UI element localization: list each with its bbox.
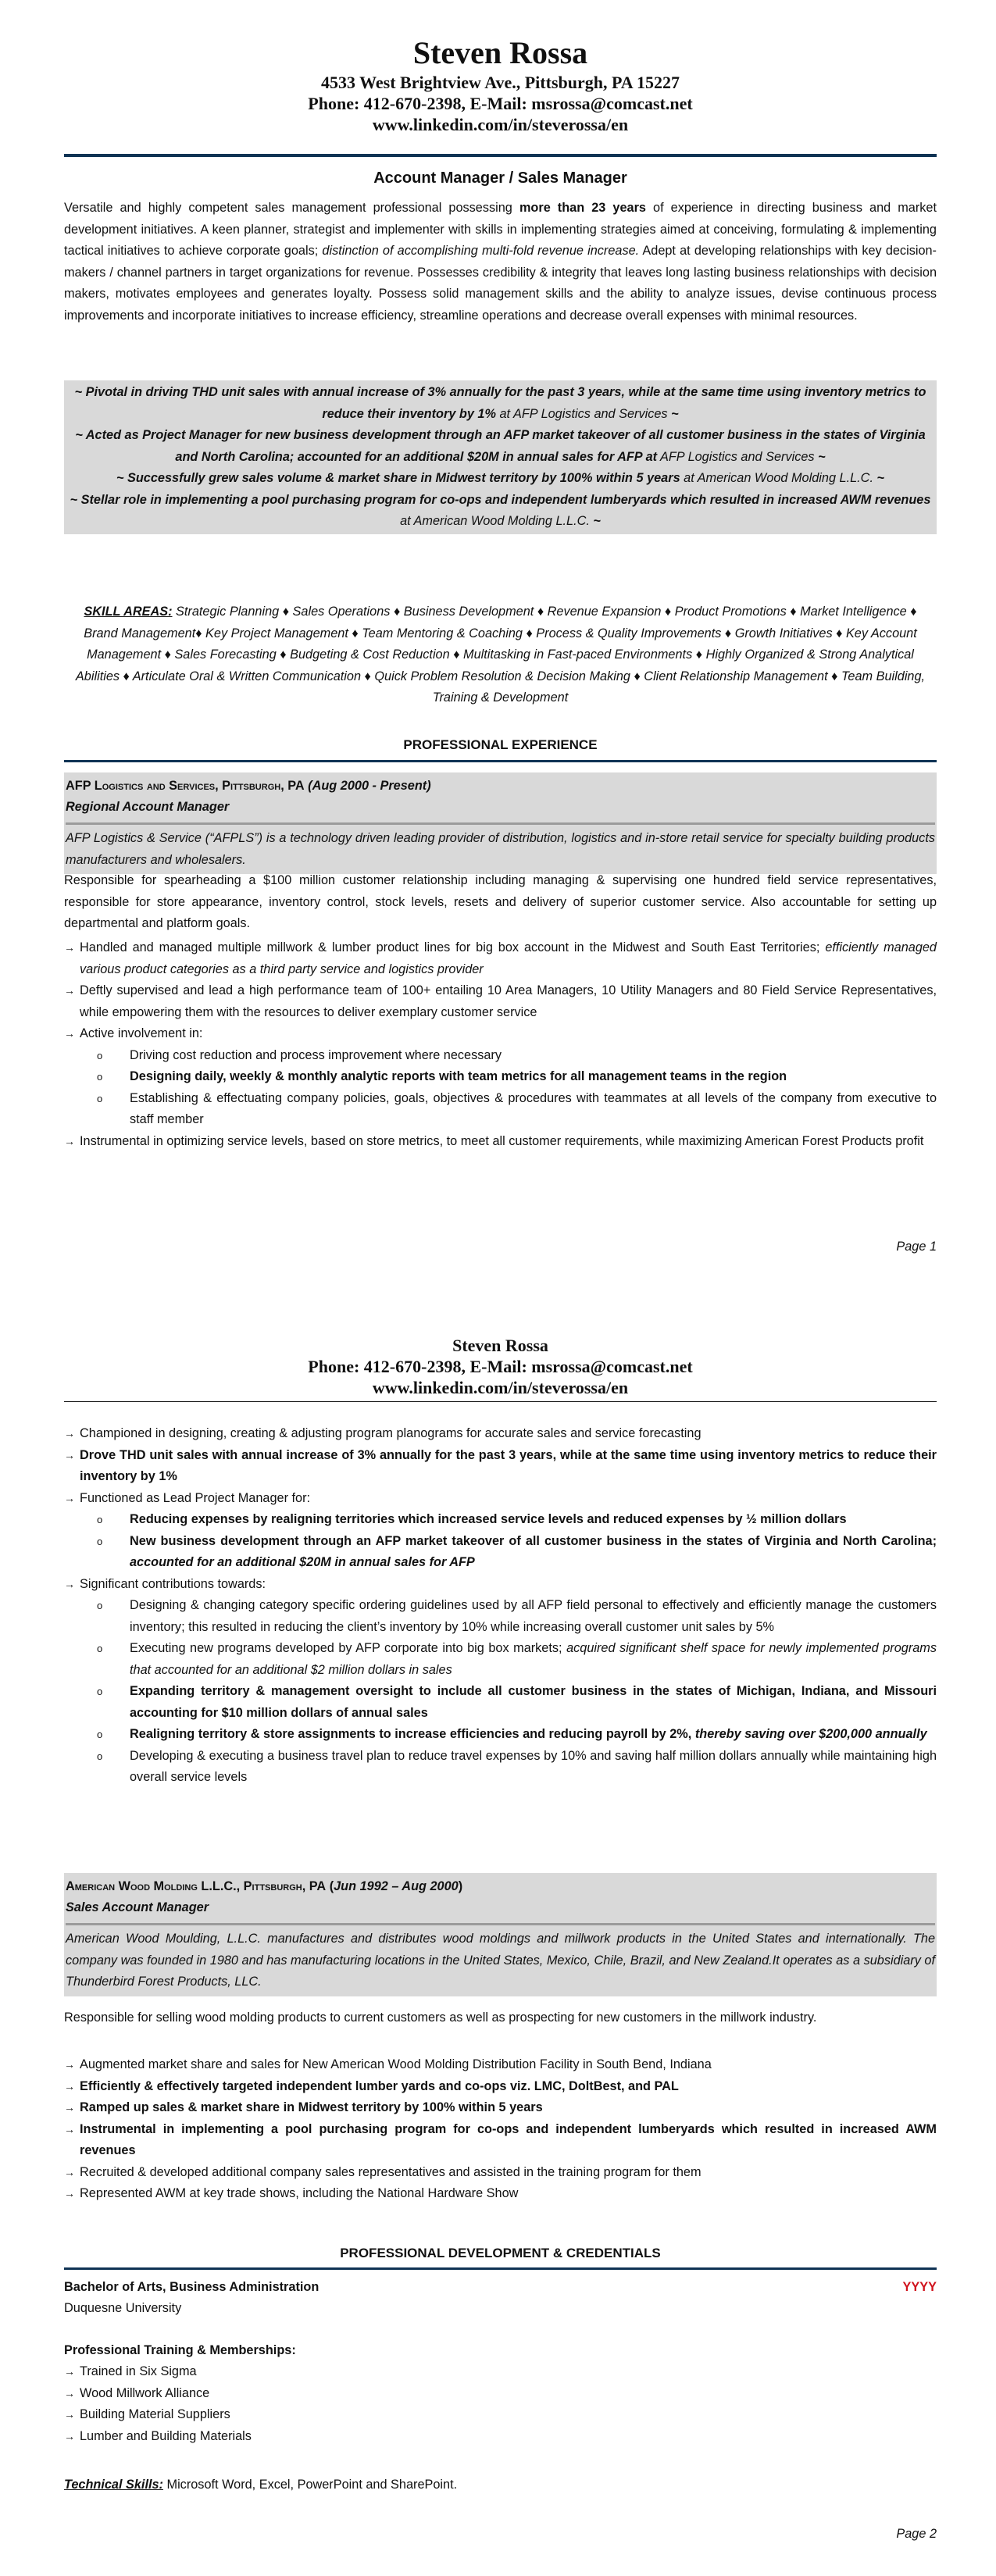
- sub-bullet-text: Expanding territory & management oversight to include all customer business in the states of Michigan, Indiana, and Missouri accounting for $10 million dollars of annual sales: [130, 1684, 937, 1720]
- section-title-credentials: PROFESSIONAL DEVELOPMENT & CREDENTIALS: [340, 2246, 661, 2260]
- training-text: Wood Millwork Alliance: [80, 2385, 210, 2400]
- bullet-text: Recruited & developed additional company sales representatives and assisted in the training program for them: [80, 2164, 701, 2179]
- bullet-item: [64, 1423, 937, 1445]
- training-text: Lumber and Building Materials: [80, 2428, 252, 2443]
- skill-areas-label: SKILL AREAS:: [84, 605, 173, 619]
- highlight-item: [67, 468, 934, 490]
- circle-bullet-icon: o: [97, 1643, 103, 1654]
- career-highlights: [64, 380, 937, 534]
- bullet-item: [64, 1445, 937, 1488]
- page-number: Page 1: [896, 1240, 937, 1254]
- arrow-icon: →: [64, 1577, 75, 1590]
- bullet-item: [64, 1131, 937, 1153]
- candidate-name: Steven Rossa: [452, 1336, 548, 1355]
- company-name: American Wood Molding L.L.C., Pittsburgh, PA: [66, 1879, 327, 1893]
- highlight-company: at American Wood Molding L.L.C.: [680, 471, 877, 485]
- company-name: AFP Logistics and Services, Pittsburgh, PA: [66, 779, 305, 793]
- arrow-icon: →: [64, 2058, 75, 2071]
- job-dates: Jun 1992 – Aug 2000: [334, 1879, 459, 1893]
- job-heading: [64, 772, 937, 822]
- highlight-bold: ~ Successfully grew sales volume & market share in Midwest territory by 100% within 5 years: [116, 471, 680, 485]
- highlight-item: [67, 490, 934, 533]
- circle-bullet-icon: o: [97, 1535, 103, 1547]
- education-row: [64, 2277, 937, 2298]
- job-dates-paren: (: [326, 1879, 334, 1893]
- training-list: [64, 2361, 937, 2447]
- training-text: Building Material Suppliers: [80, 2407, 230, 2421]
- arrow-icon: →: [64, 2187, 75, 2200]
- sub-bullet-text: Realigning territory & store assignments to increase efficiencies and reducing payroll by 2%,: [130, 1727, 695, 1741]
- arrow-icon: →: [64, 2408, 75, 2421]
- job-bullets: [64, 937, 937, 1152]
- arrow-icon: →: [64, 1134, 75, 1147]
- summary-text: of experience in directing business and market development initiatives. A keen planner, strategist and implementer with skills in implementing strategies aimed at conceiving, formulating & implementing tactical initiatives to achieve corporate goals;: [64, 201, 937, 258]
- school-name: Duquesne University: [64, 2301, 182, 2315]
- sub-bullet-text-italic: accounted for an additional $20M in annual sales for AFP: [130, 1555, 475, 1569]
- highlight-company: at AFP Logistics and Services: [495, 406, 672, 421]
- job-dates: (Aug 2000 - Present): [304, 779, 431, 793]
- arrow-icon: →: [64, 984, 75, 997]
- technical-skills: [64, 2474, 937, 2496]
- bullet-item: [64, 2097, 937, 2119]
- circle-bullet-icon: o: [97, 1600, 103, 1611]
- skill-areas: [64, 601, 937, 709]
- arrow-icon: →: [64, 1427, 75, 1440]
- bullet-text: Deftly supervised and lead a high performance team of 100+ entailing 10 Area Managers, 10 Utility Managers and 80 Field Service Representatives, while empowering them with the resources to deliver exemplary customer service: [80, 983, 937, 1019]
- highlight-tilde: ~: [593, 514, 601, 528]
- resume-title: Account Manager / Sales Manager: [373, 169, 627, 187]
- bullet-text: Significant contributions towards:: [80, 1576, 266, 1591]
- bullet-item: [64, 1574, 937, 1789]
- linkedin-link[interactable]: www.linkedin.com/in/steverossa/en: [372, 115, 629, 134]
- arrow-icon: →: [64, 2101, 75, 2114]
- highlight-bold: ~ Stellar role in implementing a pool purchasing program for co-ops and independent lumberyards which resulted in increased AWM revenues: [70, 492, 931, 507]
- circle-bullet-icon: o: [97, 1514, 103, 1525]
- job-header-afp: [64, 772, 937, 874]
- bullet-item: [64, 1023, 937, 1131]
- sub-bullet-text: Designing daily, weekly & monthly analytic reports with team metrics for all management teams in the region: [130, 1069, 787, 1083]
- sub-bullet-item: [97, 1045, 937, 1067]
- sub-bullet-item: [97, 1509, 937, 1531]
- training-text: Trained in Six Sigma: [80, 2364, 197, 2378]
- arrow-icon: →: [64, 2079, 75, 2093]
- arrow-icon: →: [64, 2386, 75, 2399]
- bullet-text: Instrumental in optimizing service levels, based on store metrics, to meet all customer requirements, while maximizing American Forest Products profit: [80, 1133, 924, 1148]
- sub-bullet-item: [97, 1595, 937, 1638]
- job-responsibility: Responsible for selling wood molding products to current customers as well as prospecting for new customers in the millwork industry.: [64, 2010, 817, 2025]
- bullet-item: [64, 1488, 937, 1574]
- section-rule: [64, 2267, 937, 2270]
- bullet-item: [64, 2162, 937, 2184]
- linkedin-link[interactable]: www.linkedin.com/in/steverossa/en: [372, 1378, 629, 1397]
- circle-bullet-icon: o: [97, 1092, 103, 1104]
- bullet-text: Active involvement in:: [80, 1026, 203, 1040]
- candidate-name: Steven Rossa: [412, 35, 588, 70]
- summary-distinction: distinction of accomplishing multi-fold revenue increase.: [322, 244, 640, 258]
- job-header-awm: [64, 1873, 937, 1996]
- contact-info: Phone: 412-670-2398, E-Mail: msrossa@comcast.net: [308, 94, 693, 113]
- highlight-bold: ~ Acted as Project Manager for new business development through an AFP market takeover of all customer business in the states of Virginia and North Carolina; accounted for an additional $20M in annual sales for AFP at: [75, 428, 926, 464]
- sub-bullet-text: Developing & executing a business travel plan to reduce travel expenses by 10% and saving half million dollars annually while maintaining high overall service levels: [130, 1748, 937, 1784]
- summary-text: Adept at developing relationships with key decision-makers / channel partners in target organizations for revenue. Possesses credibility & integrity that leaves long lasting business relationships with decision makers, motivates employees and generates loyalty. Possess solid management skills and the ability to analyze issues, devise continuous process improvements and incorporate initiatives to increase efficiency, streamline operations and decrease overall expenses with minimal resources.: [64, 244, 937, 323]
- summary-text: Versatile and highly competent sales management professional possessing: [64, 201, 519, 215]
- sub-bullet-text: Driving cost reduction and process improvement where necessary: [130, 1047, 502, 1062]
- job-bullets-continued: [64, 1423, 937, 1789]
- bullet-text: Drove THD unit sales with annual increase of 3% annually for the past 3 years, while at the same time using inventory metrics to reduce their inventory by 1%: [80, 1447, 937, 1483]
- bullet-text: Ramped up sales & market share in Midwest territory by 100% within 5 years: [80, 2100, 543, 2114]
- arrow-icon: →: [64, 1448, 75, 1461]
- sub-bullets: [97, 1045, 937, 1131]
- sub-bullet-item: [97, 1681, 937, 1724]
- arrow-icon: →: [64, 941, 75, 954]
- page-number: Page 2: [896, 2527, 937, 2541]
- contact-info: Phone: 412-670-2398, E-Mail: msrossa@comcast.net: [308, 1357, 693, 1376]
- arrow-icon: →: [64, 2165, 75, 2178]
- arrow-icon: →: [64, 2365, 75, 2378]
- circle-bullet-icon: o: [97, 1071, 103, 1083]
- sub-bullet-text: Reducing expenses by realigning territories which increased service levels and reduced expenses by ½ million dollars: [130, 1512, 847, 1526]
- sub-bullet-text-italic: acquired significant shelf space for newly implemented programs that accounted for an additional $2 million dollars in sales: [130, 1641, 937, 1677]
- circle-bullet-icon: o: [97, 1750, 103, 1762]
- job-heading: [64, 1873, 937, 1923]
- summary-years: more than 23 years: [519, 201, 646, 215]
- bullet-item: [64, 937, 937, 980]
- sub-bullets: [97, 1509, 937, 1574]
- bullet-item: [64, 2183, 937, 2205]
- highlight-tilde: ~: [876, 471, 885, 485]
- training-item: [64, 2361, 937, 2383]
- degree: Bachelor of Arts, Business Administration: [64, 2280, 320, 2294]
- bullet-text: Efficiently & effectively targeted independent lumber yards and co-ops viz. LMC, DoltBest, and PAL: [80, 2078, 679, 2093]
- section-title-experience: PROFESSIONAL EXPERIENCE: [403, 737, 598, 752]
- sub-bullet-item: [97, 1088, 937, 1131]
- bullet-item: [64, 2054, 937, 2076]
- arrow-icon: →: [64, 1491, 75, 1504]
- highlight-tilde: ~: [671, 406, 679, 421]
- bullet-text-italic: efficiently managed various product categories as a third party service and logistics provider: [80, 940, 937, 976]
- header-rule: [64, 1401, 937, 1402]
- sub-bullet-text: New business development through an AFP market takeover of all customer business in the states of Virginia and North Carolina;: [130, 1533, 937, 1548]
- highlight-tilde: ~: [818, 449, 826, 464]
- sub-bullets: [97, 1595, 937, 1789]
- job-bullets: [64, 2054, 937, 2205]
- bullet-item: [64, 2076, 937, 2098]
- arrow-icon: →: [64, 2122, 75, 2135]
- job-title: Regional Account Manager: [66, 800, 230, 814]
- header-rule: [64, 154, 937, 157]
- skill-areas-list: Strategic Planning ♦ Sales Operations ♦ Business Development ♦ Revenue Expansion ♦ Product Promotions ♦ Market Intelligence ♦ Brand Management♦ Key Project Management ♦ Team Mentoring & Coaching ♦ Process & Quality Improvements ♦ Growth Initiatives ♦ Key Account Management ♦ Sales Forecasting ♦ Budgeting & Cost Reduction ♦ Multitasking in Fast-paced Environments ♦ Highly Organized & Strong Analytical Abilities ♦ Articulate Oral & Written Communication ♦ Quick Problem Resolution & Decision Making ♦ Client Relationship Management ♦ Team Building, Training & Development: [75, 605, 926, 705]
- highlight-company: AFP Logistics and Services: [657, 449, 819, 464]
- job-responsibility: Responsible for spearheading a $100 million customer relationship including managing & supervising one hundred field service representatives, responsible for store appearance, inventory control, stock levels, resets and delivery of superior customer service. Also accountable for setting up departmental and platform goals.: [64, 873, 937, 930]
- sub-bullet-text: Establishing & effectuating company policies, goals, objectives & procedures with teammates at all levels of the company from executive to staff member: [130, 1090, 937, 1126]
- address: 4533 West Brightview Ave., Pittsburgh, PA 15227: [321, 73, 680, 92]
- technical-skills-text: Microsoft Word, Excel, PowerPoint and SharePoint.: [162, 2478, 458, 2492]
- bullet-item: [64, 2119, 937, 2162]
- bullet-text: Functioned as Lead Project Manager for:: [80, 1490, 311, 1505]
- circle-bullet-icon: o: [97, 1049, 103, 1061]
- highlight-bold: ~ Pivotal in driving THD unit sales with annual increase of 3% annually for the past 3 years, while at the same time using inventory metrics to reduce their inventory by 1%: [74, 385, 926, 421]
- circle-bullet-icon: o: [97, 1729, 103, 1740]
- sub-bullet-text: Executing new programs developed by AFP corporate into big box markets;: [130, 1641, 567, 1655]
- sub-bullet-item: [97, 1531, 937, 1574]
- training-item: [64, 2383, 937, 2405]
- technical-skills-label: Technical Skills:: [64, 2478, 163, 2492]
- arrow-icon: →: [64, 2429, 75, 2442]
- highlight-item: [67, 425, 934, 468]
- sub-bullet-item: [97, 1724, 937, 1746]
- bullet-text: Augmented market share and sales for New American Wood Molding Distribution Facility in South Bend, Indiana: [80, 2057, 712, 2071]
- training-title: Professional Training & Memberships:: [64, 2343, 296, 2357]
- bullet-text: Handled and managed multiple millwork & lumber product lines for big box account in the Midwest and South East Territories;: [80, 940, 826, 954]
- sub-bullet-text-italic: thereby saving over $200,000 annually: [694, 1727, 927, 1741]
- job-title: Sales Account Manager: [66, 1900, 209, 1914]
- company-description: AFP Logistics & Service (“AFPLS”) is a technology driven leading provider of distribution, logistics and in-store retail service for specialty building products manufacturers and wholesalers.: [66, 831, 935, 867]
- arrow-icon: →: [64, 1027, 75, 1040]
- sub-bullet-item: [97, 1746, 937, 1789]
- highlight-item: [67, 382, 934, 425]
- training-item: [64, 2426, 937, 2448]
- bullet-item: [64, 980, 937, 1023]
- circle-bullet-icon: o: [97, 1686, 103, 1697]
- bullet-text: Championed in designing, creating & adjusting program planograms for accurate sales and service forecasting: [80, 1426, 701, 1440]
- graduation-year: YYYY: [902, 2280, 937, 2294]
- bullet-text: Represented AWM at key trade shows, including the National Hardware Show: [80, 2186, 519, 2200]
- summary-paragraph: [64, 198, 937, 326]
- sub-bullet-item: [97, 1066, 937, 1088]
- sub-bullet-item: [97, 1638, 937, 1681]
- job-dates-paren: ): [458, 1879, 463, 1893]
- company-description: American Wood Moulding, L.L.C. manufactures and distributes wood moldings and millwork products in the United States and internationally. The company was founded in 1980 and has manufacturing locations in the United States, Mexico, Chile, Brazil, and New Zealand.It operates as a subsidiary of Thunderbird Forest Products, LLC.: [66, 1932, 935, 1989]
- section-rule: [64, 760, 937, 762]
- bullet-text: Instrumental in implementing a pool purchasing program for co-ops and independent lumberyards which resulted in increased AWM revenues: [80, 2121, 937, 2157]
- highlight-company: at American Wood Molding L.L.C.: [400, 514, 594, 528]
- training-item: [64, 2404, 937, 2426]
- sub-bullet-text: Designing & changing category specific ordering guidelines used by all AFP field personal to effectively and efficiently manage the customers inventory; this resulted in reducing the client’s inventory by 10% while increasing overall customer unit sales by 5%: [130, 1598, 937, 1634]
